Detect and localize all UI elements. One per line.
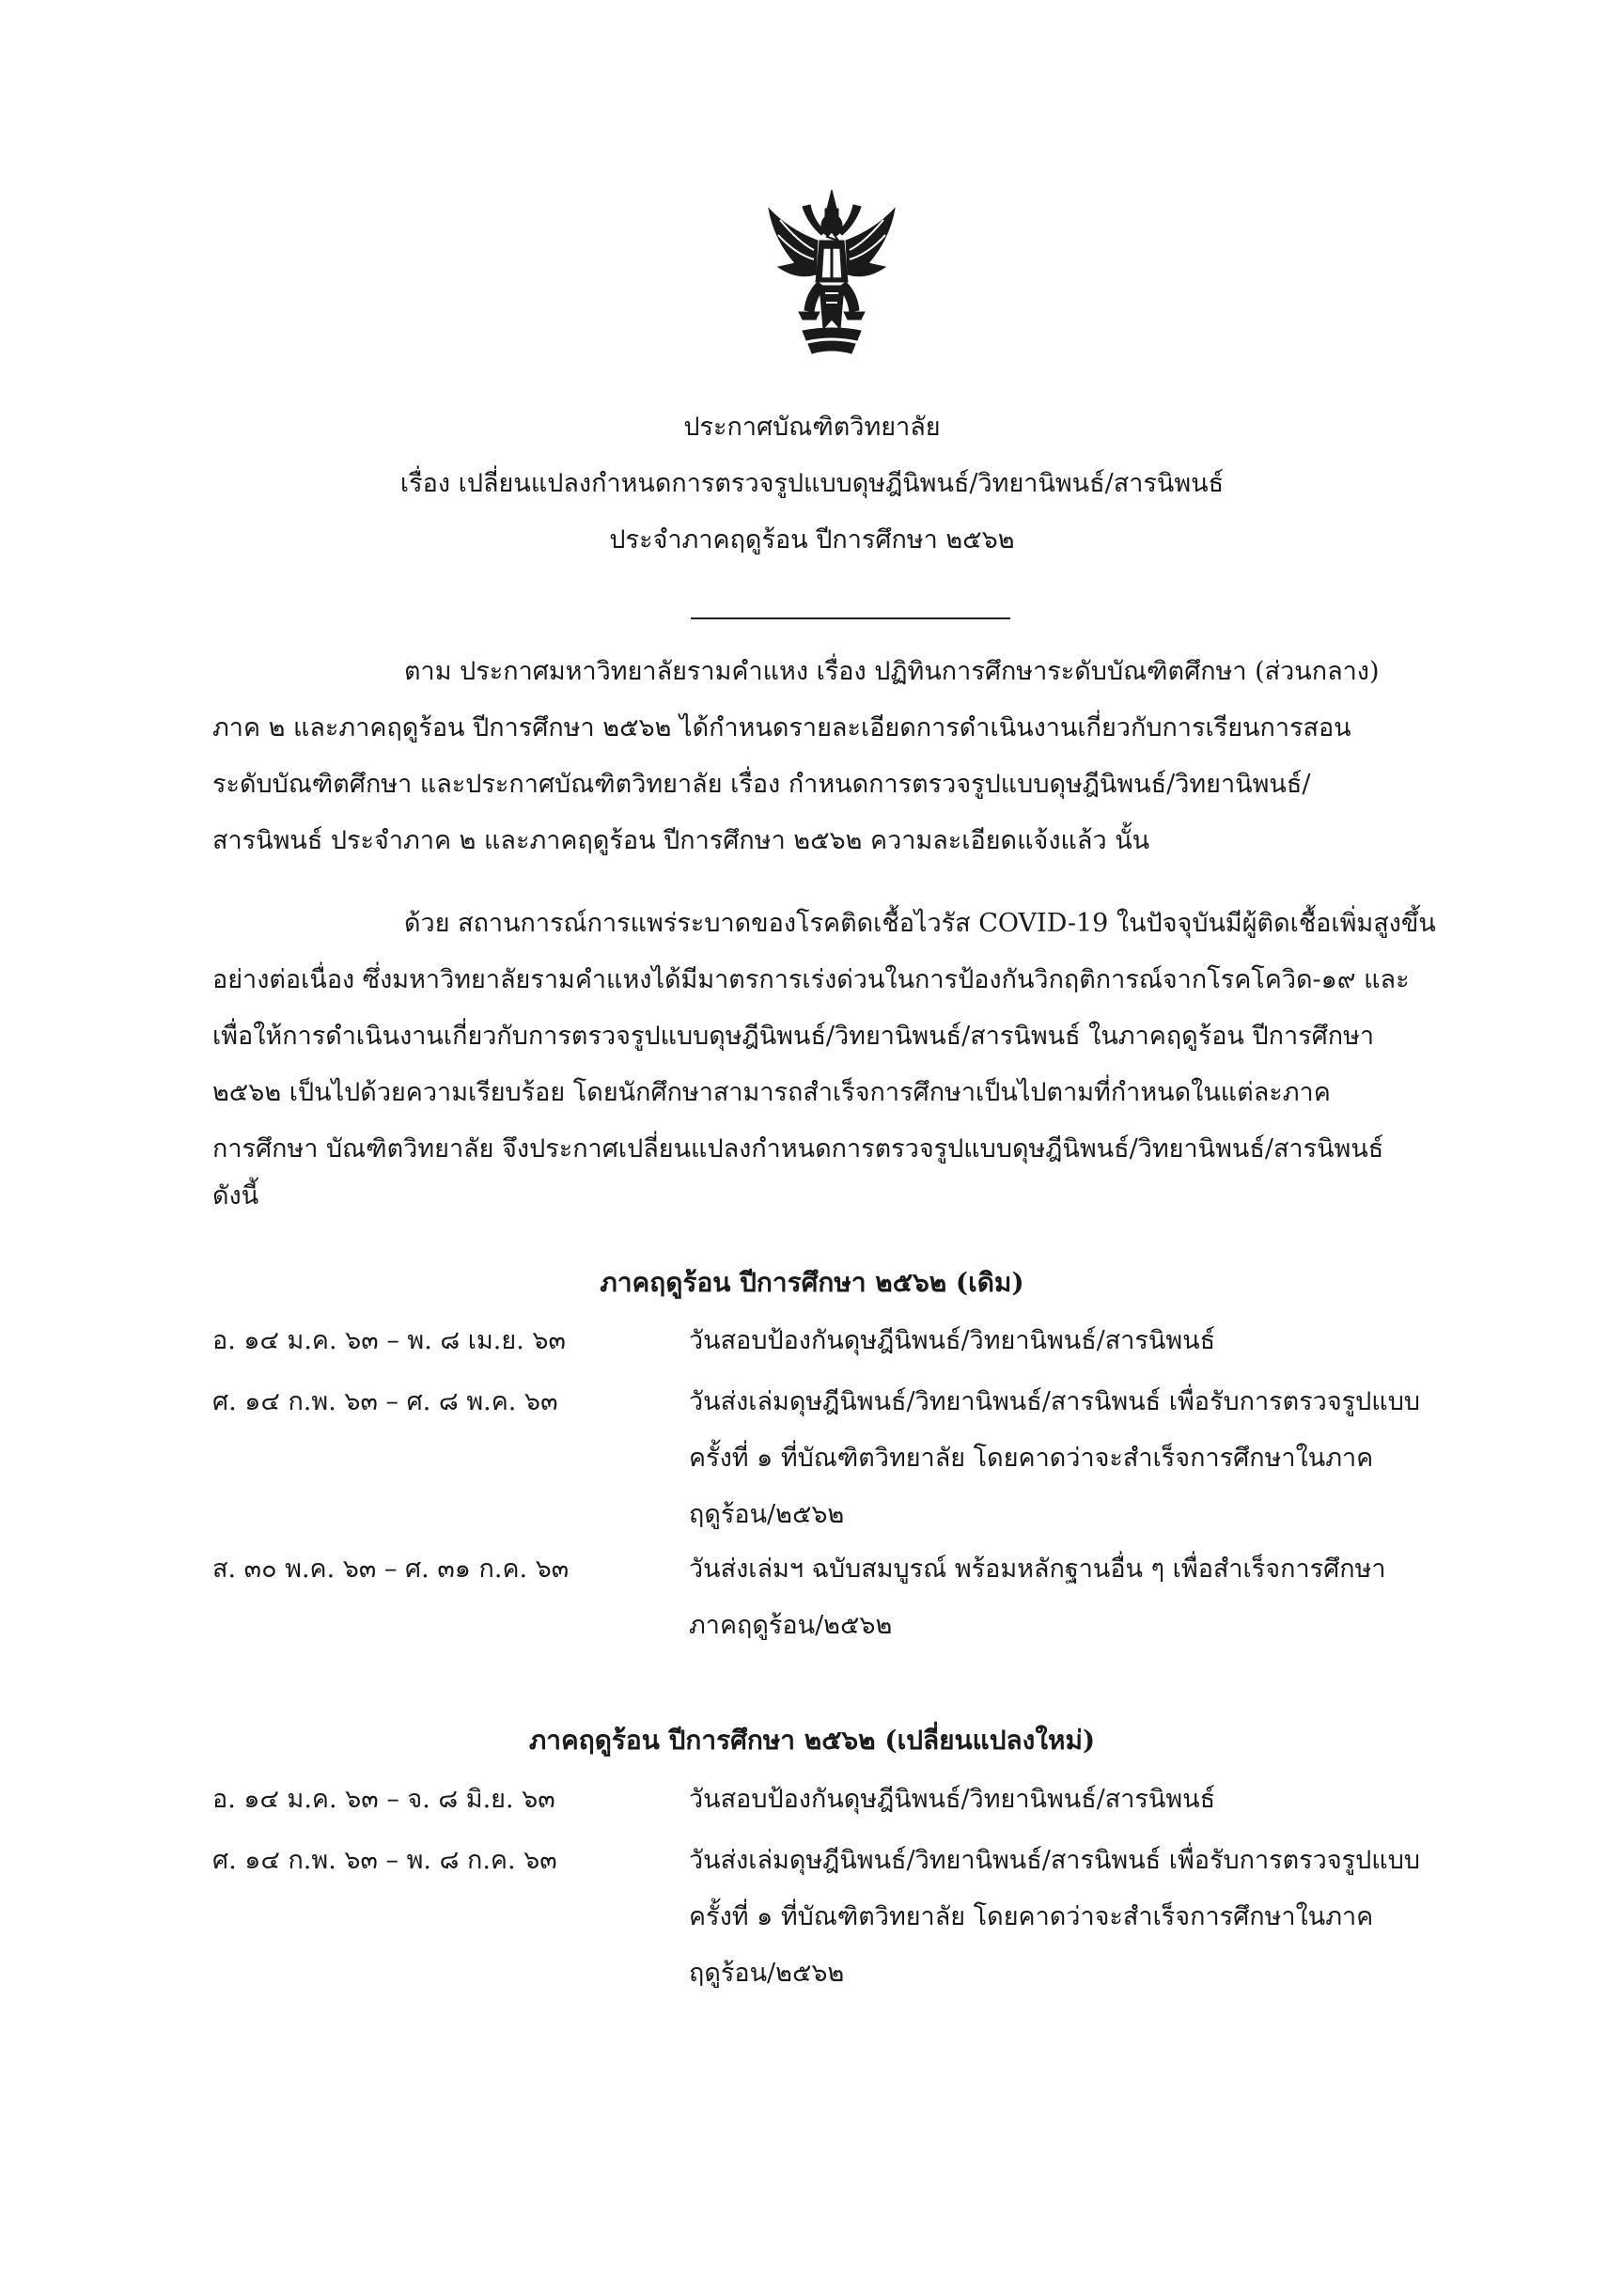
paragraph-2-line: ดังนี้ (212, 1181, 259, 1211)
schedule-row-date: ส. ๓๐ พ.ค. ๖๓ – ศ. ๓๑ ก.ค. ๖๓ (212, 1555, 570, 1584)
garuda-emblem (761, 188, 902, 357)
schedule-row-desc: วันสอบป้องกันดุษฎีนิพนธ์/วิทยานิพนธ์/สารนิพนธ์ (689, 1326, 1216, 1355)
header-divider (691, 617, 1010, 619)
paragraph-1-line: ภาค ๒ และภาคฤดูร้อน ปีการศึกษา ๒๕๖๒ ได้กำหนดรายละเอียดการดำเนินงานเกี่ยวกับการเรียนการสอน (212, 713, 1351, 742)
schedule-row-desc: ครั้งที่ ๑ ที่บัณฑิตวิทยาลัย โดยคาดว่าจะสำเร็จการศึกษาในภาค (689, 1444, 1374, 1473)
schedule-row-date: อ. ๑๔ ม.ค. ๖๓ – จ. ๘ มิ.ย. ๖๓ (212, 1785, 555, 1814)
schedule-row-desc: ฤดูร้อน/๒๕๖๒ (689, 1959, 845, 1988)
schedule-new-title: ภาคฤดูร้อน ปีการศึกษา ๒๕๖๒ (เปลี่ยนแปลงใหม่) (528, 1725, 1096, 1756)
paragraph-1-line: ตาม ประกาศมหาวิทยาลัยรามคำแหง เรื่อง ปฏิทินการศึกษาระดับบัณฑิตศึกษา (ส่วนกลาง) (404, 657, 1380, 686)
paragraph-2-line: ๒๕๖๒ เป็นไปด้วยความเรียบร้อย โดยนักศึกษาสามารถสำเร็จการศึกษาเป็นไปตามที่กำหนดในแต่ละภาค (212, 1078, 1331, 1107)
paragraph-2-line: เพื่อให้การดำเนินงานเกี่ยวกับการตรวจรูปแบบดุษฎีนิพนธ์/วิทยานิพนธ์/สารนิพนธ์ ในภาคฤดูร้อน ปีการศึกษา (212, 1022, 1375, 1051)
paragraph-2-line: การศึกษา บัณฑิตวิทยาลัย จึงประกาศเปลี่ยนแปลงกำหนดการตรวจรูปแบบดุษฎีนิพนธ์/วิทยานิพนธ์/สารนิพนธ์ (212, 1134, 1384, 1164)
schedule-row-desc: วันสอบป้องกันดุษฎีนิพนธ์/วิทยานิพนธ์/สารนิพนธ์ (689, 1785, 1216, 1814)
schedule-row-desc: วันส่งเล่มดุษฎีนิพนธ์/วิทยานิพนธ์/สารนิพนธ์ เพื่อรับการตรวจรูปแบบ (689, 1387, 1420, 1416)
schedule-row-desc: ฤดูร้อน/๒๕๖๒ (689, 1500, 845, 1529)
schedule-row-date: ศ. ๑๔ ก.พ. ๖๓ – ศ. ๘ พ.ค. ๖๓ (212, 1387, 558, 1416)
schedule-row-desc: ภาคฤดูร้อน/๒๕๖๒ (689, 1611, 893, 1640)
paragraph-1-line: ระดับบัณฑิตศึกษา และประกาศบัณฑิตวิทยาลัย เรื่อง กำหนดการตรวจรูปแบบดุษฎีนิพนธ์/วิทยานิพนธ์/ (212, 770, 1311, 799)
schedule-row-desc: ครั้งที่ ๑ ที่บัณฑิตวิทยาลัย โดยคาดว่าจะสำเร็จการศึกษาในภาค (689, 1902, 1374, 1931)
org-title: ประกาศบัณฑิตวิทยาลัย (683, 413, 941, 442)
paragraph-2-line: อย่างต่อเนื่อง ซึ่งมหาวิทยาลัยรามคำแหงได้มีมาตรการเร่งด่วนในการป้องกันวิกฤติการณ์จากโรคโควิด-๑๙ และ (212, 965, 1410, 994)
document-term: ประจำภาคฤดูร้อน ปีการศึกษา ๒๕๖๒ (609, 525, 1015, 555)
paragraph-2-line: ด้วย สถานการณ์การแพร่ระบาดของโรคติดเชื้อไวรัส COVID-19 ในปัจจุบันมีผู้ติดเชื้อเพิ่มสูงขึ้น (404, 909, 1436, 938)
document-subject: เรื่อง เปลี่ยนแปลงกำหนดการตรวจรูปแบบดุษฎีนิพนธ์/วิทยานิพนธ์/สารนิพนธ์ (399, 469, 1225, 498)
paragraph-1-line: สารนิพนธ์ ประจำภาค ๒ และภาคฤดูร้อน ปีการศึกษา ๒๕๖๒ ความละเอียดแจ้งแล้ว นั้น (212, 826, 1150, 855)
schedule-row-desc: วันส่งเล่มฯ ฉบับสมบูรณ์ พร้อมหลักฐานอื่น ๆ เพื่อสำเร็จการศึกษา (689, 1555, 1386, 1584)
schedule-original-title: ภาคฤดูร้อน ปีการศึกษา ๒๕๖๒ (เดิม) (600, 1267, 1024, 1298)
schedule-row-desc: วันส่งเล่มดุษฎีนิพนธ์/วิทยานิพนธ์/สารนิพนธ์ เพื่อรับการตรวจรูปแบบ (689, 1846, 1420, 1875)
schedule-row-date: อ. ๑๔ ม.ค. ๖๓ – พ. ๘ เม.ย. ๖๓ (212, 1326, 566, 1355)
schedule-row-date: ศ. ๑๔ ก.พ. ๖๓ – พ. ๘ ก.ค. ๖๓ (212, 1846, 557, 1875)
